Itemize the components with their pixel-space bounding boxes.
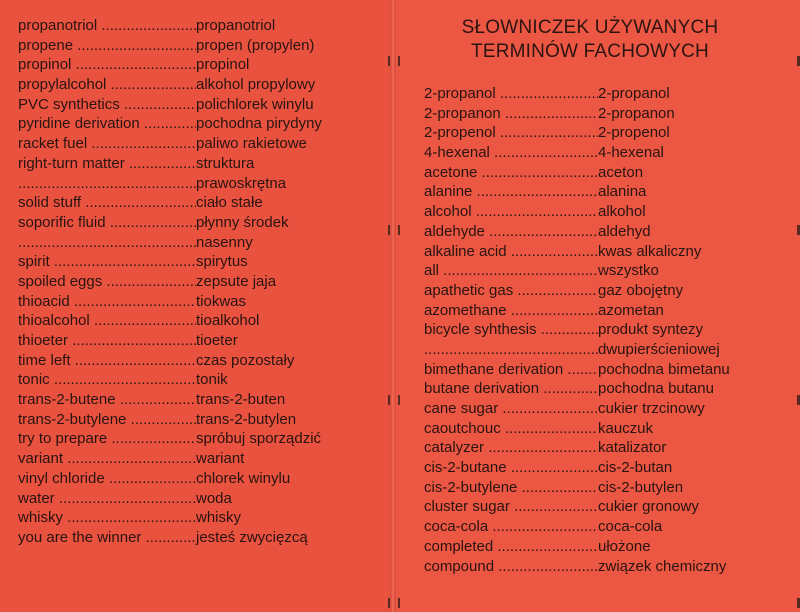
glossary-entry bbox=[18, 528, 388, 548]
glossary-entry bbox=[424, 478, 796, 498]
polish-term: tioalkohol bbox=[196, 312, 260, 330]
glossary-entry bbox=[18, 489, 388, 509]
glossary-title bbox=[400, 16, 780, 64]
glossary-entry bbox=[18, 114, 388, 134]
polish-term: woda bbox=[196, 489, 232, 507]
english-term: trans-2-butylene ..... bbox=[18, 410, 196, 430]
english-term: whisky ..... bbox=[18, 508, 196, 528]
glossary-entry bbox=[424, 242, 796, 262]
glossary-entry bbox=[18, 36, 388, 56]
english-term: propinol ..... bbox=[18, 55, 196, 75]
glossary-entry bbox=[424, 360, 796, 380]
english-term: propene ..... bbox=[18, 36, 196, 56]
english-term: vinyl chloride ..... bbox=[18, 469, 196, 489]
english-term: cis-2-butane ..... bbox=[424, 458, 598, 478]
english-term: spirit ..... bbox=[18, 252, 196, 272]
polish-term: 2-propanon bbox=[598, 104, 675, 122]
english-term: thioalcohol ..... bbox=[18, 311, 196, 331]
glossary-entry bbox=[18, 75, 388, 95]
english-term: all ..... bbox=[424, 261, 598, 281]
english-term: bicycle syhthesis ..... bbox=[424, 320, 598, 340]
english-term: azomethane ..... bbox=[424, 301, 598, 321]
polish-term: pochodna bimetanu bbox=[598, 360, 730, 378]
polish-term: cukier trzcinowy bbox=[598, 400, 705, 417]
glossary-entry bbox=[18, 55, 388, 75]
polish-term: dwupierścieniowej bbox=[598, 340, 720, 358]
polish-term: zepsute jaja bbox=[196, 272, 277, 290]
polish-term: propanotriol bbox=[196, 17, 276, 34]
polish-term: 4-hexenal bbox=[598, 144, 664, 162]
polish-term: propen (propylen) bbox=[196, 36, 315, 54]
polish-term: tiokwas bbox=[196, 292, 247, 310]
glossary-entry bbox=[424, 202, 796, 222]
glossary-entry bbox=[424, 163, 796, 183]
right-glossary-list bbox=[424, 84, 796, 576]
glossary-entry bbox=[424, 379, 796, 399]
english-term: completed ..... bbox=[424, 537, 598, 557]
glossary-entry bbox=[18, 508, 388, 528]
english-term: trans-2-butene ..... bbox=[18, 390, 196, 410]
polish-term: pochodna butanu bbox=[598, 380, 714, 398]
polish-term: whisky bbox=[196, 509, 242, 527]
glossary-entry bbox=[424, 261, 796, 281]
english-term: caoutchouc ..... bbox=[424, 419, 598, 439]
english-term: 2-propanon ..... bbox=[424, 104, 598, 124]
glossary-entry bbox=[18, 410, 388, 430]
polish-term: płynny środek bbox=[196, 213, 289, 231]
polish-term: ciało stałe bbox=[196, 194, 263, 212]
polish-term: pochodna pirydyny bbox=[196, 115, 322, 133]
english-term: try to prepare ..... bbox=[18, 429, 196, 449]
english-term: you are the winner ..... bbox=[18, 528, 196, 548]
english-term: time left ..... bbox=[18, 351, 196, 371]
polish-term: alkohol propylowy bbox=[196, 76, 316, 94]
polish-term: spróbuj sporządzić bbox=[196, 430, 322, 448]
english-term: cluster sugar ..... bbox=[424, 497, 598, 517]
polish-term: azometan bbox=[598, 301, 664, 319]
glossary-entry bbox=[18, 233, 388, 253]
glossary-entry bbox=[18, 95, 388, 115]
english-term: soporific fluid ..... bbox=[18, 213, 196, 233]
polish-term: alanina bbox=[598, 183, 647, 201]
polish-term: cis-2-butylen bbox=[598, 478, 684, 496]
polish-term: nasenny bbox=[196, 233, 253, 251]
glossary-entry bbox=[424, 517, 796, 537]
glossary-entry bbox=[424, 458, 796, 478]
polish-term: paliwo rakietowe bbox=[196, 135, 307, 153]
glossary-entry bbox=[18, 449, 388, 469]
english-term: catalyzer ..... bbox=[424, 438, 598, 458]
polish-term: struktura bbox=[196, 154, 255, 172]
glossary-entry bbox=[18, 351, 388, 371]
glossary-entry bbox=[424, 320, 796, 340]
english-term: alanine ..... bbox=[424, 182, 598, 202]
glossary-title-line-2: TERMINÓW FACHOWYCH bbox=[471, 41, 709, 62]
english-term: butane derivation ..... bbox=[424, 379, 598, 399]
polish-term: wszystko bbox=[598, 262, 659, 280]
english-term: 2-propenol ..... bbox=[424, 123, 598, 143]
english-term bbox=[18, 233, 196, 253]
english-term: variant ..... bbox=[18, 449, 196, 469]
glossary-entry bbox=[18, 292, 388, 312]
english-term: 4-hexenal ..... bbox=[424, 143, 598, 163]
polish-term: wariant bbox=[196, 450, 245, 468]
glossary-title-line-1: SŁOWNICZEK UŻYWANYCH bbox=[461, 17, 719, 38]
polish-term: cis-2-butan bbox=[598, 459, 673, 477]
fold-tick bbox=[388, 56, 390, 66]
glossary-entry bbox=[424, 143, 796, 163]
english-term: acetone ..... bbox=[424, 163, 598, 183]
english-term: pyridine derivation ..... bbox=[18, 114, 196, 134]
english-term bbox=[18, 174, 196, 194]
glossary-entry bbox=[424, 557, 796, 577]
english-term: 2-propanol ..... bbox=[424, 84, 598, 104]
english-term: water ..... bbox=[18, 489, 196, 509]
polish-term: tonik bbox=[196, 371, 228, 389]
left-glossary-list bbox=[18, 16, 388, 548]
glossary-entry bbox=[18, 154, 388, 174]
glossary-entry bbox=[18, 213, 388, 233]
glossary-entry bbox=[424, 301, 796, 321]
english-term: racket fuel ..... bbox=[18, 134, 196, 154]
fold-tick bbox=[398, 225, 400, 235]
fold-tick bbox=[388, 395, 390, 405]
english-term: solid stuff ..... bbox=[18, 193, 196, 213]
polish-term: związek chemiczny bbox=[598, 557, 727, 575]
polish-term: alkohol bbox=[598, 203, 646, 221]
glossary-entry bbox=[18, 193, 388, 213]
glossary-entry bbox=[18, 272, 388, 292]
english-term: compound ..... bbox=[424, 557, 598, 577]
english-term: propanotriol ..... bbox=[18, 16, 196, 36]
glossary-entry bbox=[18, 331, 388, 351]
polish-term: chlorek winylu bbox=[196, 469, 291, 487]
polish-term: trans-2-butylen bbox=[196, 410, 297, 428]
polish-term: cukier gronowy bbox=[598, 498, 699, 516]
polish-term: propinol bbox=[196, 56, 250, 74]
english-term: apathetic gas ..... bbox=[424, 281, 598, 301]
polish-term: aceton bbox=[598, 163, 644, 181]
english-term: coca-cola ..... bbox=[424, 517, 598, 537]
glossary-entry bbox=[424, 123, 796, 143]
english-term: aldehyde ..... bbox=[424, 222, 598, 242]
polish-term: czas pozostały bbox=[196, 351, 295, 369]
glossary-entry bbox=[424, 399, 796, 419]
glossary-entry bbox=[18, 469, 388, 489]
glossary-entry bbox=[18, 390, 388, 410]
polish-term: aldehyd bbox=[598, 222, 651, 240]
english-term: right-turn matter ..... bbox=[18, 154, 196, 174]
english-term: thioacid ..... bbox=[18, 292, 196, 312]
glossary-entry bbox=[18, 370, 388, 390]
glossary-entry bbox=[424, 419, 796, 439]
glossary-entry bbox=[424, 84, 796, 104]
english-term: propylalcohol ..... bbox=[18, 75, 196, 95]
english-term: alcohol ..... bbox=[424, 202, 598, 222]
glossary-entry bbox=[424, 104, 796, 124]
glossary-entry bbox=[18, 16, 388, 36]
polish-term: coca-cola bbox=[598, 518, 663, 536]
glossary-entry bbox=[424, 340, 796, 360]
fold-tick bbox=[398, 395, 400, 405]
english-term: cis-2-butylene ..... bbox=[424, 478, 598, 498]
glossary-entry bbox=[424, 222, 796, 242]
polish-term: prawoskrętna bbox=[196, 174, 287, 192]
polish-term: produkt syntezy bbox=[598, 321, 704, 339]
glossary-entry bbox=[424, 281, 796, 301]
fold-tick bbox=[388, 225, 390, 235]
glossary-entry bbox=[424, 537, 796, 557]
glossary-entry bbox=[18, 174, 388, 194]
polish-term: gaz obojętny bbox=[598, 281, 684, 299]
english-term: thioeter ..... bbox=[18, 331, 196, 351]
glossary-entry bbox=[424, 497, 796, 517]
english-term: alkaline acid ..... bbox=[424, 242, 598, 262]
english-term: bimethane derivation ..... bbox=[424, 360, 598, 380]
polish-term: spirytus bbox=[196, 253, 248, 271]
polish-term: jesteś zwycięzcą bbox=[196, 528, 308, 546]
english-term: cane sugar ..... bbox=[424, 399, 598, 419]
english-term: spoiled eggs ..... bbox=[18, 272, 196, 292]
polish-term: 2-propenol bbox=[598, 124, 670, 142]
glossary-entry bbox=[424, 438, 796, 458]
glossary-entry bbox=[18, 429, 388, 449]
glossary-entry bbox=[18, 252, 388, 272]
polish-term: katalizator bbox=[598, 439, 667, 457]
fold-tick bbox=[398, 598, 400, 608]
polish-term: ułożone bbox=[598, 537, 651, 555]
glossary-entry bbox=[424, 182, 796, 202]
english-term bbox=[424, 340, 598, 360]
polish-term: trans-2-buten bbox=[196, 391, 286, 409]
polish-term: polichlorek winylu bbox=[196, 95, 314, 113]
fold-tick bbox=[388, 598, 390, 608]
glossary-entry bbox=[18, 134, 388, 154]
glossary-entry bbox=[18, 311, 388, 331]
polish-term: 2-propanol bbox=[598, 85, 670, 102]
english-term: tonic ..... bbox=[18, 370, 196, 390]
polish-term: kauczuk bbox=[598, 419, 654, 437]
page-fold bbox=[390, 0, 396, 612]
polish-term: tioeter bbox=[196, 332, 238, 349]
polish-term: kwas alkaliczny bbox=[598, 242, 702, 260]
english-term: PVC synthetics ..... bbox=[18, 95, 196, 115]
